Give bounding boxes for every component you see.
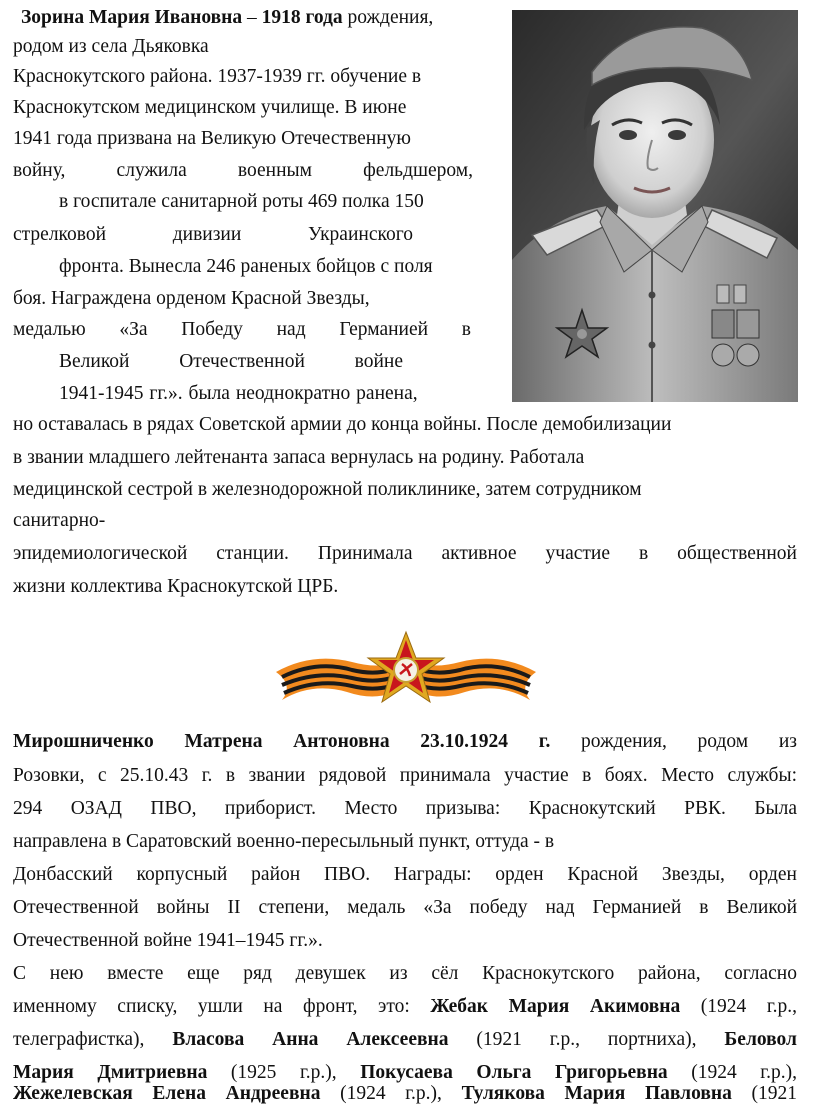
text-run: Краснокутского района. 1937-1939 гг. обучение в: [13, 66, 422, 87]
bio1-line: [13, 96, 406, 120]
text-run: медалью «За Победу над Германией в: [13, 319, 471, 340]
text-run: Отечественной войне 1941–1945 гг.».: [13, 930, 323, 951]
bio1-line: [13, 509, 105, 533]
bold-text-run: 1918 года: [261, 7, 343, 28]
text-run: медицинской сестрой в железнодорожной поликлинике, затем сотрудником: [13, 479, 642, 500]
text-run: направлена в Саратовский военно-пересыльный пункт, оттуда - в: [13, 831, 555, 852]
text-run: стрелковой дивизии Украинского: [13, 224, 413, 245]
bio3-line: [13, 1082, 797, 1106]
text-run: рождения, родом из: [550, 731, 797, 752]
bold-text-run: Покусаева Ольга Григорьевна: [360, 1062, 668, 1083]
text-run: (1924 г.р.),: [320, 1083, 462, 1104]
bio1-line: [13, 446, 584, 470]
text-run: (1925 г.р.),: [207, 1062, 361, 1083]
bio1-line: [59, 190, 424, 214]
text-run: 1941 года призвана на Великую Отечественную: [13, 128, 411, 149]
bold-text-run: Жебак Мария Акимовна: [430, 996, 681, 1017]
bio2-line: [13, 730, 797, 754]
text-run: но оставалась в рядах Советской армии до конца войны. После демобилизации: [13, 414, 672, 435]
text-run: (1921: [731, 1083, 797, 1104]
bold-text-run: Мирошниченко Матрена Антоновна 23.10.1924 г.: [13, 731, 551, 752]
bio3-line: [13, 1028, 797, 1052]
bio1-line: [13, 287, 370, 311]
bold-text-run: Тулякова Мария Павловна: [461, 1083, 732, 1104]
bio1-line: [13, 127, 411, 151]
text-run: родом из села Дьяковка: [13, 36, 209, 57]
text-run: в госпитале санитарной роты 469 полка 150: [59, 191, 424, 212]
bio1-line: [13, 413, 671, 437]
text-run: С нею вместе еще ряд девушек из сёл Краснокутского района, согласно: [13, 963, 797, 984]
bio1-line: [13, 35, 209, 59]
text-run: фронта. Вынесла 246 раненых бойцов с поля: [59, 256, 433, 277]
bio1-line: [13, 159, 473, 183]
text-run: Великой Отечественной войне: [59, 351, 403, 372]
text-run: в звании младшего лейтенанта запаса вернулась на родину. Работала: [13, 447, 585, 468]
text-run: (1924 г.р.),: [667, 1062, 797, 1083]
bold-text-run: Мария Дмитриевна: [13, 1062, 208, 1083]
bio1-line: [59, 382, 418, 406]
text-run: телеграфистка),: [13, 1029, 173, 1050]
text-run: боя. Награждена орденом Красной Звезды,: [13, 288, 370, 309]
bio3-line: [13, 995, 797, 1019]
text-run: (1921 г.р., портниха),: [448, 1029, 725, 1050]
bio1-line: [13, 65, 421, 89]
text-run: жизни коллектива Краснокутской ЦРБ.: [13, 576, 339, 597]
text-run: войну, служила военным фельдшером,: [13, 160, 473, 181]
bold-text-run: Зорина Мария Ивановна: [21, 7, 243, 28]
bio2-line: [13, 863, 797, 887]
text-run: (1924 г.р.,: [680, 996, 798, 1017]
bio2-line: [13, 929, 323, 953]
order-ribbon-emblem: [272, 630, 540, 710]
text-run: эпидемиологической станции. Принимала активное участие в общественной: [13, 543, 797, 564]
text-run: санитарно-: [13, 510, 106, 531]
bio2-line: [13, 830, 554, 854]
bio1-line: [13, 542, 797, 566]
bio1-line: [13, 223, 413, 247]
bio1-line: [13, 478, 642, 502]
bio1-line: [13, 575, 338, 599]
bio1-line: [13, 318, 471, 342]
text-run: именному списку, ушли на фронт, это:: [13, 996, 431, 1017]
text-run: 294 ОЗАД ПВО, приборист. Место призыва: Краснокутский РВК. Была: [13, 798, 797, 819]
text-run: Краснокутском медицинском училище. В июне: [13, 97, 407, 118]
text-run: Розовки, с 25.10.43 г. в звании рядовой принимала участие в боях. Место службы:: [13, 765, 797, 786]
bold-text-run: Власова Анна Алексеевна: [172, 1029, 449, 1050]
text-run: Отечественной войны II степени, медаль «За победу над Германией в Великой: [13, 897, 797, 918]
text-run: рождения,: [342, 7, 434, 28]
portrait-photo: [512, 10, 798, 402]
bio3-line: [13, 962, 797, 986]
bio2-line: [13, 797, 797, 821]
bold-text-run: Жежелевская Елена Андреевна: [13, 1083, 321, 1104]
bio1-line: [59, 255, 433, 279]
text-run: 1941-1945 гг.». была неоднократно ранена,: [59, 383, 418, 404]
bio2-line: [13, 764, 797, 788]
bold-text-run: Беловол: [724, 1029, 797, 1050]
bio1-line: [21, 6, 433, 30]
text-run: Донбасский корпусный район ПВО. Награды: орден Красной Звезды, орден: [13, 864, 797, 885]
bio1-line: [59, 350, 403, 374]
bio2-line: [13, 896, 797, 920]
text-run: –: [242, 7, 262, 28]
